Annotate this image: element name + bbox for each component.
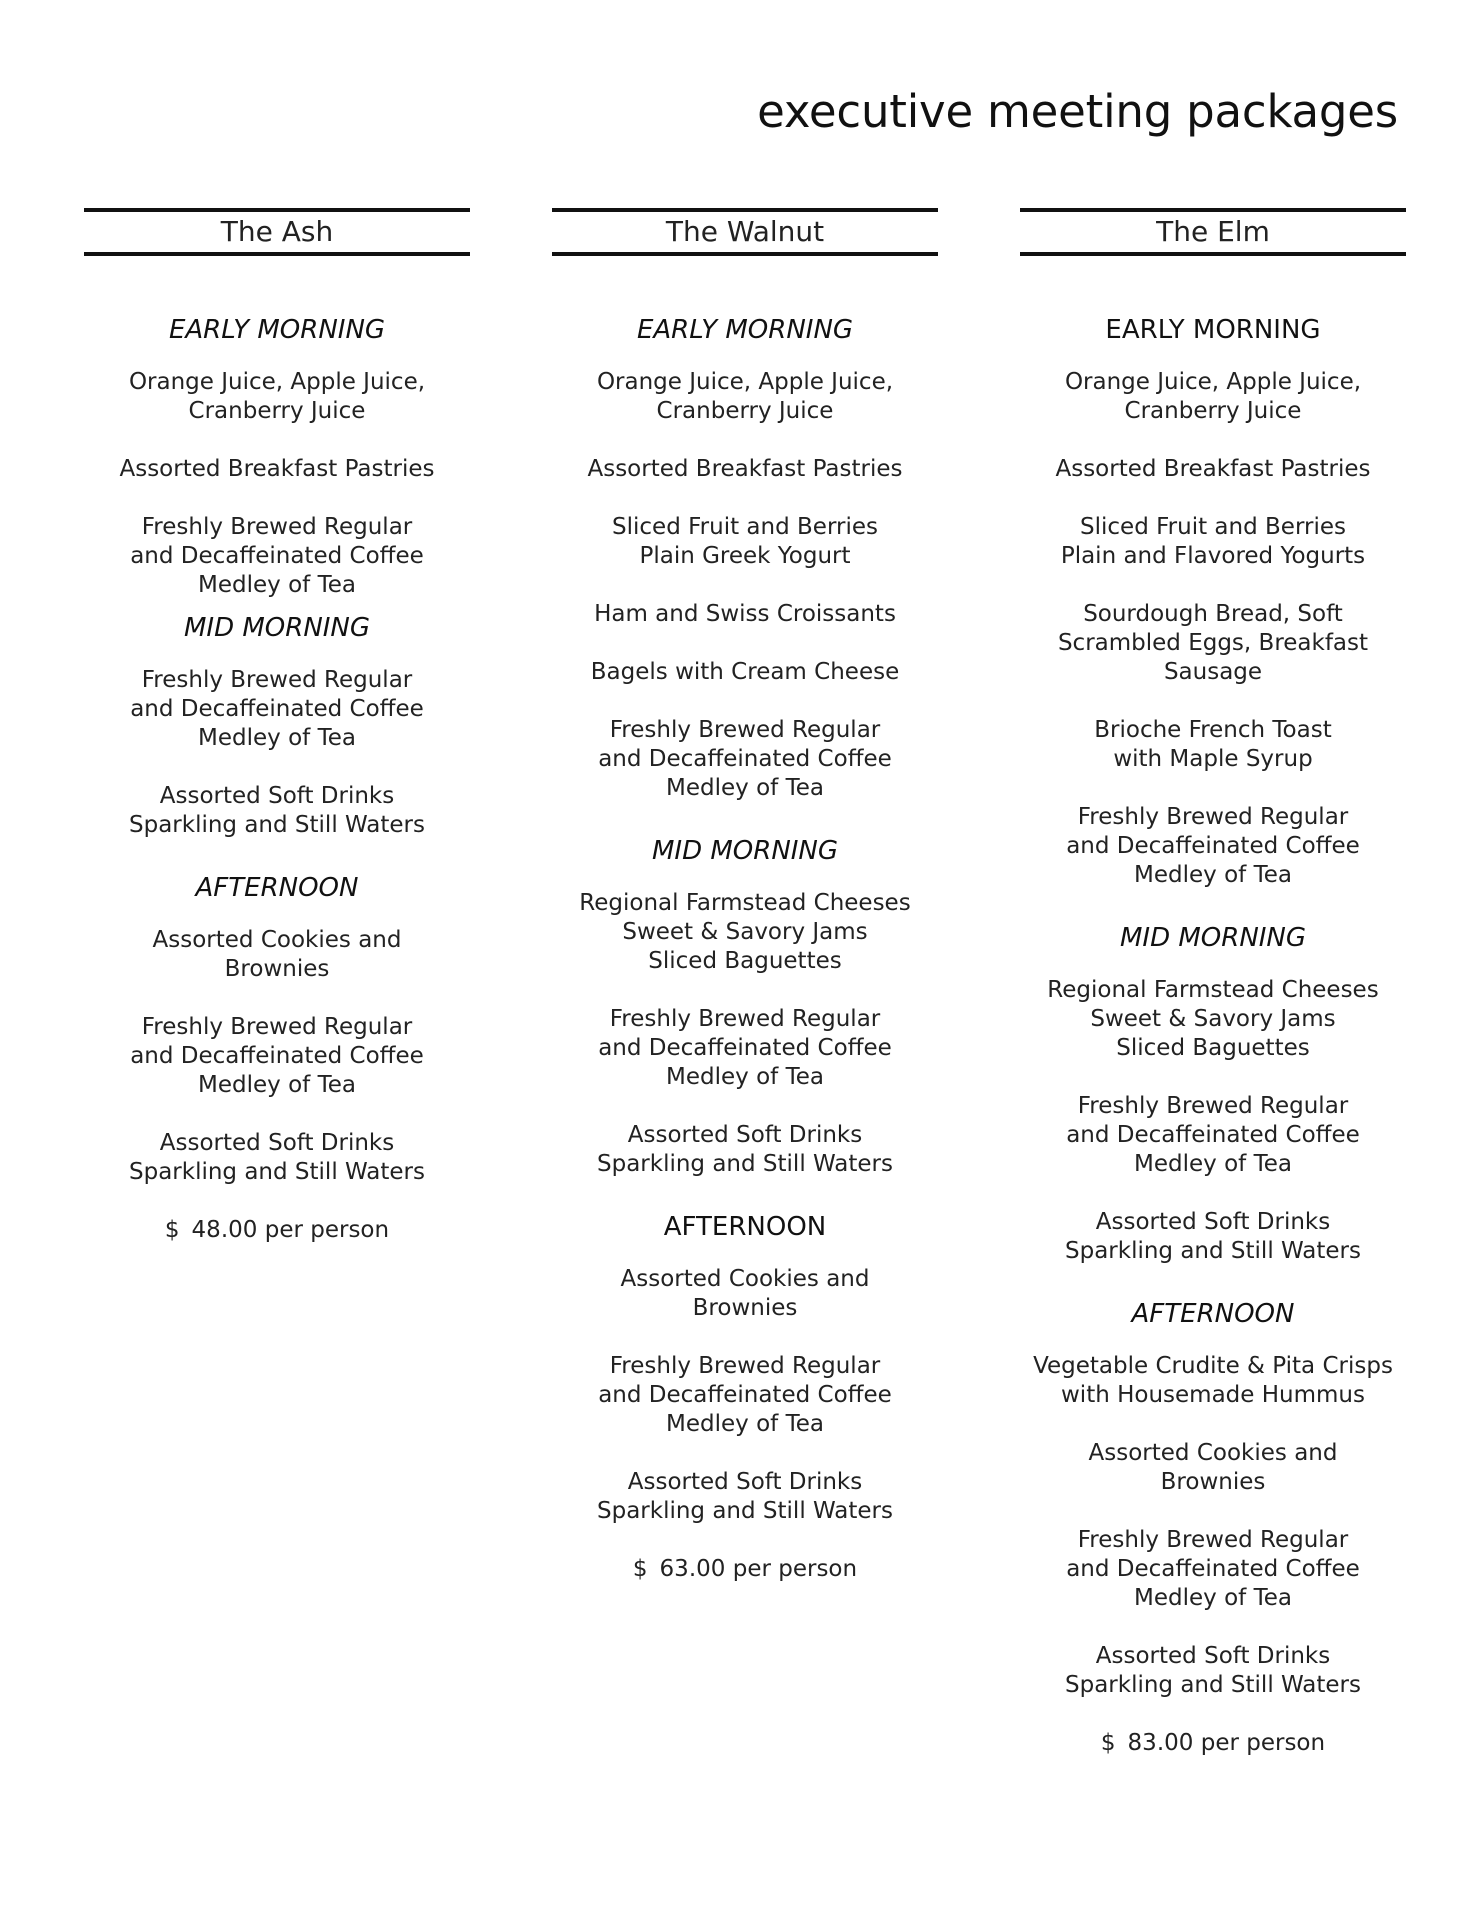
menu-item-line: Medley of Tea: [198, 1072, 356, 1098]
menu-item-line: Medley of Tea: [666, 1064, 824, 1090]
menu-item-line: and Decaffeinated Coffee: [598, 746, 892, 772]
menu-item-line: and Decaffeinated Coffee: [130, 1043, 424, 1069]
menu-item: [1020, 1092, 1406, 1179]
menu-item-line: Freshly Brewed Regular: [609, 717, 881, 743]
menu-item-line: Medley of Tea: [1134, 1585, 1292, 1611]
package-menu: [552, 316, 938, 1584]
menu-item: [84, 368, 470, 426]
menu-item-line: Assorted Cookies and: [620, 1266, 870, 1292]
menu-item-line: and Decaffeinated Coffee: [598, 1382, 892, 1408]
menu-item: [1020, 1352, 1406, 1410]
menu-item-line: Sparkling and Still Waters: [1065, 1238, 1361, 1264]
menu-item: [84, 1129, 470, 1187]
menu-item-line: Brownies: [1160, 1469, 1266, 1495]
section-heading: EARLY MORNING: [168, 315, 386, 345]
menu-item-line: and Decaffeinated Coffee: [1066, 1556, 1360, 1582]
page-title: executive meeting packages: [757, 85, 1398, 138]
menu-item-line: Sparkling and Still Waters: [1065, 1672, 1361, 1698]
menu-item: [1020, 600, 1406, 687]
package-column-walnut: [552, 208, 938, 1584]
menu-item-line: Freshly Brewed Regular: [141, 514, 413, 540]
menu-item-line: Orange Juice, Apple Juice,: [128, 369, 426, 395]
menu-item-line: Sparkling and Still Waters: [597, 1151, 893, 1177]
section-heading: AFTERNOON: [195, 873, 359, 903]
menu-item-line: with Housemade Hummus: [1061, 1382, 1365, 1408]
menu-item-line: Regional Farmstead Cheeses: [1047, 977, 1379, 1003]
menu-item: [552, 1005, 938, 1092]
section-heading: MID MORNING: [1119, 923, 1307, 953]
menu-item-line: Assorted Soft Drinks: [159, 1130, 395, 1156]
menu-item-line: Sparkling and Still Waters: [129, 1159, 425, 1185]
package-column-elm: [1020, 208, 1406, 1758]
menu-item-line: Orange Juice, Apple Juice,: [596, 369, 894, 395]
menu-item-line: Sweet & Savory Jams: [622, 919, 868, 945]
menu-item: [1020, 1208, 1406, 1266]
menu-item: [552, 600, 938, 629]
menu-item: [552, 1352, 938, 1439]
menu-item-line: Assorted Soft Drinks: [1095, 1209, 1331, 1235]
price-currency: $: [164, 1217, 180, 1243]
menu-item: [552, 889, 938, 976]
menu-item: [1020, 1526, 1406, 1613]
menu-item-line: Assorted Breakfast Pastries: [587, 456, 903, 482]
menu-item: [1020, 803, 1406, 890]
menu-item: [552, 1468, 938, 1526]
section-heading: MID MORNING: [183, 613, 371, 643]
section-heading: MID MORNING: [651, 836, 839, 866]
menu-item: [84, 513, 470, 600]
section-heading: EARLY MORNING: [636, 315, 854, 345]
menu-item-line: Freshly Brewed Regular: [1077, 804, 1349, 830]
menu-item-line: Cranberry Juice: [188, 398, 366, 424]
section-heading: EARLY MORNING: [1105, 315, 1321, 345]
menu-item-line: Scrambled Eggs, Breakfast: [1057, 630, 1369, 656]
package-name: The Ash: [84, 208, 470, 256]
menu-item-line: and Decaffeinated Coffee: [598, 1035, 892, 1061]
menu-item-line: and Decaffeinated Coffee: [1066, 1122, 1360, 1148]
menu-item-line: Sparkling and Still Waters: [129, 812, 425, 838]
menu-item-line: Brownies: [692, 1295, 798, 1321]
menu-item-line: Sparkling and Still Waters: [597, 1498, 893, 1524]
menu-item-line: Plain and Flavored Yogurts: [1060, 543, 1366, 569]
menu-item-line: Bagels with Cream Cheese: [590, 659, 900, 685]
price-currency: $: [1100, 1730, 1116, 1756]
package-menu: [84, 316, 470, 1245]
package-name: The Walnut: [552, 208, 938, 256]
menu-item: [552, 455, 938, 484]
menu-item: [552, 368, 938, 426]
menu-item-line: Assorted Cookies and: [152, 927, 402, 953]
price-currency: $: [632, 1556, 648, 1582]
menu-item: [552, 716, 938, 803]
package-price: [552, 1555, 938, 1584]
menu-item-line: Plain Greek Yogurt: [639, 543, 851, 569]
menu-item-line: Assorted Cookies and: [1088, 1440, 1338, 1466]
price-unit: per person: [1200, 1730, 1326, 1756]
package-price: [1020, 1729, 1406, 1758]
menu-item-line: Assorted Soft Drinks: [1095, 1643, 1331, 1669]
section-heading: AFTERNOON: [1131, 1299, 1295, 1329]
package-price: [84, 1216, 470, 1245]
menu-item-line: Vegetable Crudite & Pita Crisps: [1033, 1353, 1393, 1379]
menu-item-line: Medley of Tea: [666, 1411, 824, 1437]
menu-item-line: Ham and Swiss Croissants: [594, 601, 896, 627]
menu-item-line: Cranberry Juice: [656, 398, 834, 424]
menu-item-line: Assorted Soft Drinks: [627, 1469, 863, 1495]
menu-item-line: Orange Juice, Apple Juice,: [1064, 369, 1362, 395]
menu-item-line: Medley of Tea: [1134, 1151, 1292, 1177]
menu-item-line: Assorted Soft Drinks: [627, 1122, 863, 1148]
menu-item-line: and Decaffeinated Coffee: [1066, 833, 1360, 859]
menu-item-line: Freshly Brewed Regular: [1077, 1527, 1349, 1553]
menu-item-line: Freshly Brewed Regular: [141, 667, 413, 693]
menu-item: [1020, 455, 1406, 484]
menu-item-line: Freshly Brewed Regular: [141, 1014, 413, 1040]
menu-item-line: Medley of Tea: [198, 725, 356, 751]
menu-item: [552, 1121, 938, 1179]
menu-item-line: Brownies: [224, 956, 330, 982]
menu-item: [84, 926, 470, 984]
menu-item-line: Freshly Brewed Regular: [609, 1006, 881, 1032]
menu-item-line: Sweet & Savory Jams: [1090, 1006, 1336, 1032]
price-amount: 48.00: [191, 1217, 258, 1243]
menu-item-line: and Decaffeinated Coffee: [130, 543, 424, 569]
price-unit: per person: [732, 1556, 858, 1582]
menu-item-line: and Decaffeinated Coffee: [130, 696, 424, 722]
menu-item-line: Sliced Baguettes: [648, 948, 842, 974]
menu-item: [1020, 513, 1406, 571]
menu-item: [1020, 368, 1406, 426]
menu-item-line: Brioche French Toast: [1094, 717, 1332, 743]
menu-item: [1020, 1439, 1406, 1497]
package-name: The Elm: [1020, 208, 1406, 256]
menu-item-line: Assorted Breakfast Pastries: [1055, 456, 1371, 482]
menu-item-line: Sourdough Bread, Soft: [1083, 601, 1343, 627]
menu-item-line: Assorted Breakfast Pastries: [119, 456, 435, 482]
menu-item-line: Cranberry Juice: [1124, 398, 1302, 424]
menu-item-line: Sliced Fruit and Berries: [612, 514, 878, 540]
menu-item: [84, 666, 470, 753]
menu-item-line: Medley of Tea: [666, 775, 824, 801]
price-amount: 83.00: [1127, 1730, 1194, 1756]
menu-item-line: Freshly Brewed Regular: [1077, 1093, 1349, 1119]
price-unit: per person: [264, 1217, 390, 1243]
menu-item: [552, 513, 938, 571]
price-amount: 63.00: [659, 1556, 726, 1582]
menu-item: [84, 455, 470, 484]
menu-item-line: Sliced Baguettes: [1116, 1035, 1310, 1061]
package-menu: [1020, 316, 1406, 1758]
menu-item: [84, 1013, 470, 1100]
menu-item-line: Sausage: [1163, 659, 1263, 685]
menu-item: [552, 658, 938, 687]
menu-item: [1020, 976, 1406, 1063]
menu-item-line: Freshly Brewed Regular: [609, 1353, 881, 1379]
menu-item-line: with Maple Syrup: [1113, 746, 1313, 772]
menu-item: [552, 1265, 938, 1323]
menu-item: [84, 782, 470, 840]
menu-item: [1020, 716, 1406, 774]
menu-item-line: Medley of Tea: [1134, 862, 1292, 888]
menu-item-line: Medley of Tea: [198, 572, 356, 598]
section-heading: AFTERNOON: [663, 1212, 827, 1242]
menu-item-line: Assorted Soft Drinks: [159, 783, 395, 809]
menu-item-line: Sliced Fruit and Berries: [1080, 514, 1346, 540]
package-column-ash: [84, 208, 470, 1245]
menu-item-line: Regional Farmstead Cheeses: [579, 890, 911, 916]
menu-item: [1020, 1642, 1406, 1700]
